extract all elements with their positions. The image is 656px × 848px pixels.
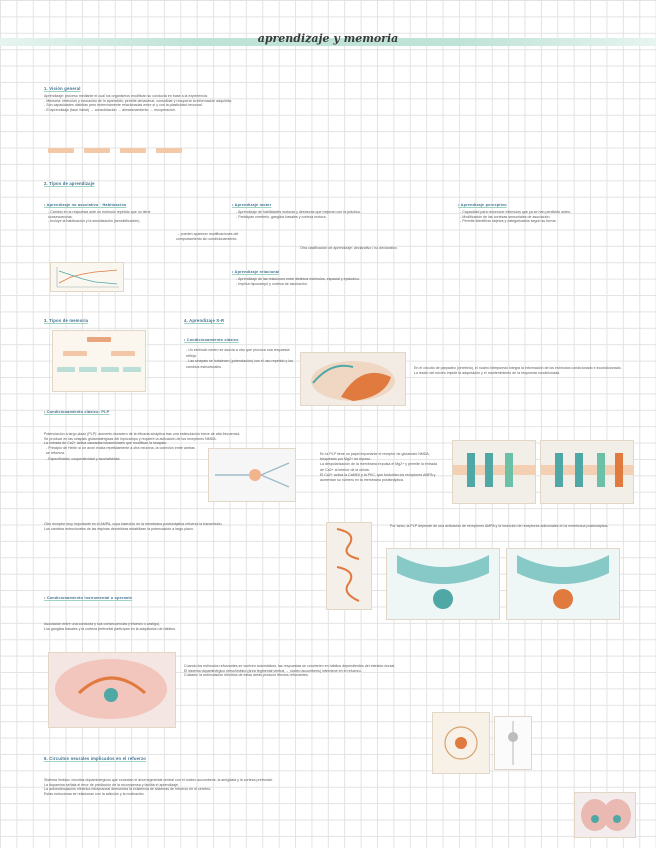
text-line: - Incluye la habituación y la sensitización (sensibilización). <box>48 219 141 224</box>
section-1-line: - Son capacidades distintas pero estrechamente relacionadas entre sí y con la plasticidad neuronal. <box>44 103 203 108</box>
text-line: La despolarización de la membrana expulsa el Mg2+ y permite la entrada de Ca2+ al interior de la célula. <box>320 462 437 472</box>
section-2-heading: 2. Tipos de aprendizaje <box>44 181 95 186</box>
nmda-receptor-figure-left <box>452 440 536 504</box>
relational-text <box>236 277 596 286</box>
flow-step <box>156 148 182 153</box>
neuron-illustration-icon <box>495 717 531 769</box>
text-line: En la PLP tiene un papel importante el receptor de glutamato NMDA, bloqueado por Mg2+ en reposo. <box>320 452 430 462</box>
neuron-figure <box>494 716 532 770</box>
diagram-node <box>123 367 141 372</box>
text-line: El sistema dopaminérgico mesolímbico (área tegmental ventral → núcleo accumbens) interviene en el refuerzo. <box>184 668 362 673</box>
nonassociative-heading: • Aprendizaje no asociativo · Habituación <box>44 203 127 207</box>
text-line: Otro receptor muy importante es el AMPA, cuya inserción en la membrana postsináptica refuerza la transmisión. <box>44 522 223 526</box>
text-line: Por tanto, la PLP depende de una activación de receptores AMPA y la inserción de receptores adicionales en la membrana postsináptica. <box>390 524 609 528</box>
ampa-receptor-figure-left <box>386 548 500 620</box>
text-line: Estas estructuras se relacionan con la adicción y la motivación. <box>44 791 145 796</box>
text-line: - Cambio en la respuesta ante un estímulo repetido que no tiene consecuencias. <box>48 210 151 219</box>
section-5-heading: 5. Circuitos neurales implicados en el refuerzo <box>44 756 147 761</box>
ampa-right-text <box>390 524 630 529</box>
brain-sagittal-figure <box>48 652 176 728</box>
nmda-receptor-illustration-icon <box>541 441 633 503</box>
text-line: Asociación entre una conducta y sus consecuencias (refuerzo o castigo). <box>44 622 161 626</box>
dendritic-spine-illustration-icon <box>327 523 371 609</box>
page-title: aprendizaje y memoria <box>257 32 399 45</box>
ltp-heading: • Condicionamiento clásico: PLP <box>44 410 110 414</box>
flow-step <box>48 148 74 153</box>
instrumental-heading: • Condicionamiento instrumental u operante <box>44 596 133 600</box>
flow-step <box>84 148 110 153</box>
hebb-text <box>46 446 196 462</box>
nonassociative-text <box>48 210 168 224</box>
motor-text <box>236 210 436 219</box>
text-line: La autoestimulación eléctrica intracraneal demuestra la existencia de sistemas de refuerzo en el cerebro. <box>44 787 212 792</box>
cerebellum-figure <box>300 352 406 406</box>
section-4-heading: 4. Aprendizaje S-R <box>184 318 225 323</box>
text-line: - Participan cerebelo, ganglios basales y corteza motora. <box>236 214 327 219</box>
text-line: Los ganglios basales y la corteza prefrontal participan en la adquisición de hábitos. <box>44 626 177 631</box>
text-line: - Un estímulo neutro se asocia a otro que provoca una respuesta refleja. <box>186 348 290 358</box>
nonassociative-note: → pueden aparecer modificaciones del comportamiento sin condicionamiento. <box>176 232 239 241</box>
brain-illustration-icon <box>49 653 175 727</box>
ampa-receptor-illustration-icon <box>387 549 499 619</box>
text-line: El Ca2+ activa la CaMKII y la PKC, que fosforilan los receptores AMPA y aumentan su número en la membrana postsináptica. <box>320 472 436 483</box>
reinforcement-text <box>44 778 624 796</box>
ampa-text <box>44 522 314 531</box>
cerebellum-illustration-icon <box>301 353 405 405</box>
classification-note: Otra clasificación de aprendizaje: declarativo / no declarativo. <box>300 246 398 250</box>
motor-heading: • Aprendizaje motor <box>232 203 272 207</box>
text-line: - Especificidad, cooperatividad y asociatividad. <box>46 456 121 461</box>
coronal-brain-illustration-icon <box>575 793 635 837</box>
text-line: La entrada de Ca2+ activa cascadas intracelulares que modifican la sinapsis. <box>44 441 167 446</box>
section-1-line: - Memoria: retención y evocación de lo aprendido; permite almacenar, consolidar y recuperar la información adquirida. <box>44 98 232 103</box>
text-line: - Las sinapsis se fortalecen (potenciación) con el uso repetido y los cambios estructurales. <box>186 359 293 369</box>
relational-heading: • Aprendizaje relacional <box>232 270 280 274</box>
section-3-heading: 3. Tipos de memoria <box>44 318 89 323</box>
classical-conditioning-text <box>186 348 294 370</box>
text-line: - Aprendizaje de habilidades motoras y destrezas que mejoran con la práctica. <box>236 210 361 214</box>
instrumental-text <box>44 622 324 631</box>
circuit-illustration-icon <box>433 713 489 773</box>
instrumental-right-text <box>184 664 630 678</box>
sensitization-graph-icon <box>51 263 123 291</box>
process-flow-diagram <box>48 145 188 157</box>
text-line: En el circuito de parpadeo (cerebelo), el núcleo interpuesto integra la información de los estímulos condicionado e incondicionado. <box>414 366 622 370</box>
synapse-figure <box>208 448 296 502</box>
flow-step <box>120 148 146 153</box>
diagram-node <box>57 367 75 372</box>
ampa-receptor-illustration-icon <box>507 549 619 619</box>
cerebellum-text <box>414 366 634 375</box>
synapse-illustration-icon <box>209 449 295 501</box>
diagram-node <box>79 367 97 372</box>
text-line: Se produce en las sinapsis glutamatérgicas del hipocampo y requiere la activación de los receptores NMDA. <box>44 436 217 441</box>
nmda-receptor-figure-right <box>540 440 634 504</box>
text-line: - Permite identificar objetos y categorizarlos según su forma. <box>460 219 557 224</box>
perceptive-heading: • Aprendizaje perceptivo <box>458 203 507 207</box>
classical-conditioning-heading: • Condicionamiento clásico <box>184 338 239 342</box>
diagram-node <box>87 337 111 342</box>
text-line: - Principio de Hebb: si un axón excita repetidamente a otra neurona, la conexión entre ambas se refuerza. <box>46 446 195 456</box>
text-line: La lesión del núcleo impide la adquisición y el mantenimiento de la respuesta condicionada. <box>414 370 561 375</box>
diagram-node <box>111 351 135 356</box>
text-line: - Capacidad para reconocer estímulos que ya se han percibido antes. <box>460 210 571 214</box>
ampa-receptor-figure-right <box>506 548 620 620</box>
dendritic-spine-figure <box>326 522 372 610</box>
text-line: Los cambios estructurales de las espinas dendríticas estabilizan la potenciación a largo plazo. <box>44 526 194 531</box>
sensitization-figure <box>50 262 124 292</box>
text-line: La dopamina señala el error de predicción de la recompensa y facilita el aprendizaje. <box>44 782 180 787</box>
nmda-receptor-illustration-icon <box>453 441 535 503</box>
text-line: Cuando los estímulos reforzantes se vuelven automáticos, las respuestas se convierten en hábitos dependientes del estriado dorsal. <box>184 664 396 668</box>
text-line: Cuidado: la estimulación eléctrica de estas áreas produce efectos reforzantes. <box>184 673 309 678</box>
text-line: - Aprendizaje de las relaciones entre distintos estímulos, espacial y episódico. <box>236 277 360 281</box>
section-1-heading: 1. Visión general <box>44 86 81 91</box>
brain-coronal-figure <box>574 792 636 838</box>
section-1-line: Aprendizaje: proceso mediante el cual los organismos modifican su conducta en base a la experiencia. <box>44 94 208 98</box>
text-line: Sistema límbico: circuitos dopaminérgicos que conectan el área tegmental ventral con el núcleo accumbens, la amígdala y la corteza prefrontal. <box>44 778 273 782</box>
section-1-line: - El aprendizaje (fase inicial) → consolidación → almacenamiento → recuperación. <box>44 107 176 112</box>
diagram-node <box>101 367 119 372</box>
memory-types-diagram <box>52 330 146 392</box>
nmda-text <box>320 452 438 483</box>
text-line: - Implica hipocampo y corteza de asociación. <box>236 281 308 286</box>
section-1-text <box>44 94 564 112</box>
text-line: - Modificación de las cortezas sensoriales de asociación. <box>460 214 551 219</box>
perceptive-text <box>460 210 630 224</box>
neural-circuit-figure <box>432 712 490 774</box>
text-line: Potenciación a largo plazo (PLP): aumento duradero de la eficacia sináptica tras una estimulación breve de alta frecuencia. <box>44 432 241 436</box>
diagram-node <box>63 351 87 356</box>
